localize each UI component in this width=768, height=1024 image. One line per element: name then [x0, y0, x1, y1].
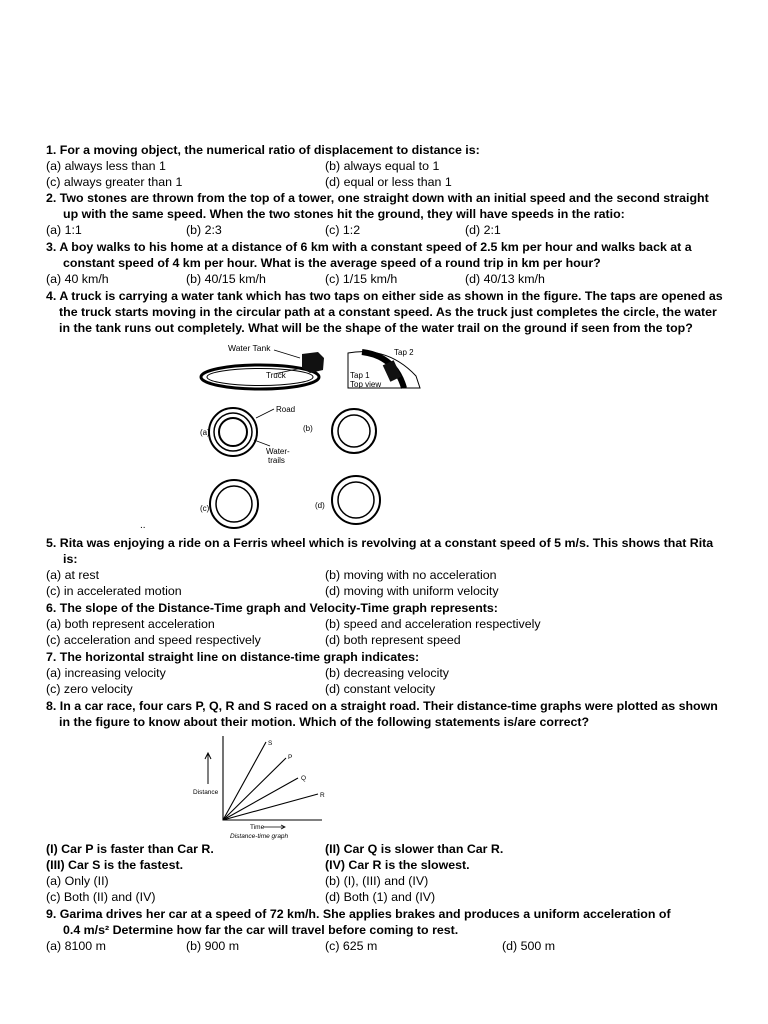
q8-statement-1: (I) Car P is faster than Car R. [46, 842, 214, 856]
option-d-outer-circle [332, 476, 380, 524]
line-p [223, 758, 286, 820]
q8-option-a: (a) Only (II) [46, 874, 109, 888]
q6-stem: 6. The slope of the Distance-Time graph and Velocity-Time graph represents: [46, 601, 498, 615]
q3-stem-line2: constant speed of 4 km per hour. What is the average speed of a round trip in km per hour? [63, 256, 601, 270]
road-pointer [256, 409, 274, 418]
q8-statement-3: (III) Car S is the fastest. [46, 858, 184, 872]
q7-option-c: (c) zero velocity [46, 682, 133, 696]
road-label: Road [276, 405, 296, 414]
water-tank-pointer [274, 350, 300, 358]
q2-stem-line2: up with the same speed. When the two stones hit the ground, they will have speeds in the ratio: [63, 207, 625, 221]
q3-option-b: (b) 40/15 km/h [186, 272, 266, 286]
graph-caption: Distance-time graph [230, 833, 289, 840]
option-c-outer-circle [210, 480, 258, 528]
q2-option-c: (c) 1:2 [325, 223, 361, 237]
line-label-s: S [268, 740, 273, 747]
q1-option-d: (d) equal or less than 1 [325, 175, 452, 189]
option-c-inner-circle [216, 486, 252, 522]
water-trails-label-1: Water- [266, 447, 290, 456]
q7-option-b: (b) decreasing velocity [325, 666, 449, 680]
tap1-label: Tap 1 [350, 371, 370, 380]
q2-stem-line1: 2. Two stones are thrown from the top of a tower, one straight down with an initial speed and the second straight [46, 191, 709, 205]
q6-option-d: (d) both represent speed [325, 633, 461, 647]
graph-ylabel: Distance [193, 789, 219, 796]
water-tank-label: Water Tank [228, 343, 271, 353]
q5-option-b: (b) moving with no acceleration [325, 568, 497, 582]
line-label-p: P [288, 754, 293, 761]
q5-stem-line2: is: [63, 552, 78, 566]
option-a-inner-circle [219, 418, 247, 446]
q8-stem-line2: in the figure to know about their motion. Which of the following statements is/are correct? [59, 715, 590, 729]
tap2-label: Tap 2 [394, 348, 414, 357]
option-a-outer-circle [209, 408, 257, 456]
q3-option-a: (a) 40 km/h [46, 272, 109, 286]
option-d-inner-circle [338, 482, 374, 518]
q1-option-a: (a) always less than 1 [46, 159, 166, 173]
q4-stem-line3: in the tank runs out completely. What will be the shape of the water trail on the ground if seen from the top? [59, 321, 693, 335]
q1-option-c: (c) always greater than 1 [46, 175, 183, 189]
graph-axes [223, 736, 322, 820]
stray-mark: .. [140, 520, 146, 531]
distance-time-graph [190, 732, 340, 844]
figure-option-d-label: (d) [315, 501, 325, 510]
q5-option-c: (c) in accelerated motion [46, 584, 182, 598]
q8-option-c: (c) Both (II) and (IV) [46, 890, 156, 904]
q9-stem-line2: 0.4 m/s² Determine how far the car will travel before coming to rest. [63, 923, 459, 937]
truck-label: Truck [266, 371, 286, 380]
q1-option-b: (b) always equal to 1 [325, 159, 440, 173]
q8-statement-2: (II) Car Q is slower than Car R. [325, 842, 504, 856]
q3-option-c: (c) 1/15 km/h [325, 272, 398, 286]
q6-option-a: (a) both represent acceleration [46, 617, 215, 631]
figure-option-c-label: (c) [200, 504, 210, 513]
q6-option-b: (b) speed and acceleration respectively [325, 617, 541, 631]
q2-option-d: (d) 2:1 [465, 223, 501, 237]
q8-option-d: (d) Both (1) and (IV) [325, 890, 436, 904]
q2-option-a: (a) 1:1 [46, 223, 82, 237]
line-r [223, 794, 318, 820]
circular-path-inner [207, 369, 313, 386]
top-view-label: Top view [350, 380, 382, 389]
q3-option-d: (d) 40/13 km/h [465, 272, 545, 286]
truck-icon [302, 352, 324, 373]
q7-option-d: (d) constant velocity [325, 682, 436, 696]
q9-option-c: (c) 625 m [325, 939, 378, 953]
q7-option-a: (a) increasing velocity [46, 666, 166, 680]
q6-option-c: (c) acceleration and speed respectively [46, 633, 261, 647]
water-trails-label-2: trails [268, 456, 285, 465]
figure-option-b-label: (b) [303, 424, 313, 433]
q9-option-b: (b) 900 m [186, 939, 240, 953]
line-label-q: Q [301, 775, 307, 782]
q8-statement-4: (IV) Car R is the slowest. [325, 858, 470, 872]
water-trails-pointer [254, 440, 270, 446]
option-b-inner-circle [338, 415, 370, 447]
graph-xlabel: Time [250, 824, 265, 831]
figure-option-a-label: (a) [200, 428, 210, 437]
q4-stem-line1: 4. A truck is carrying a water tank which has two taps on either side as shown in the figure. The taps are opened as [46, 289, 723, 303]
q4-stem-line2: the truck starts moving in the circular path at a constant speed. As the truck just completes the circle, the water [59, 305, 717, 319]
q9-stem-line1: 9. Garima drives her car at a speed of 72 km/h. She applies brakes and produces a uniform acceleration of [46, 907, 671, 921]
q8-stem-line1: 8. In a car race, four cars P, Q, R and S raced on a straight road. Their distance-time graphs were plotted as shown [46, 699, 718, 713]
truck-water-tank-figure [190, 338, 440, 532]
q9-option-a: (a) 8100 m [46, 939, 106, 953]
line-label-r: R [320, 792, 325, 799]
q1-stem: 1. For a moving object, the numerical ratio of displacement to distance is: [46, 143, 480, 157]
q3-stem-line1: 3. A boy walks to his home at a distance of 6 km with a constant speed of 2.5 km per hour and walks back at a [46, 240, 692, 254]
q9-option-d: (d) 500 m [502, 939, 556, 953]
q5-option-d: (d) moving with uniform velocity [325, 584, 499, 598]
q7-stem: 7. The horizontal straight line on distance-time graph indicates: [46, 650, 420, 664]
q5-option-a: (a) at rest [46, 568, 100, 582]
q5-stem-line1: 5. Rita was enjoying a ride on a Ferris wheel which is revolving at a constant speed of 5 m/s. This shows that Rita [46, 536, 714, 550]
q8-option-b: (b) (I), (III) and (IV) [325, 874, 429, 888]
q2-option-b: (b) 2:3 [186, 223, 222, 237]
